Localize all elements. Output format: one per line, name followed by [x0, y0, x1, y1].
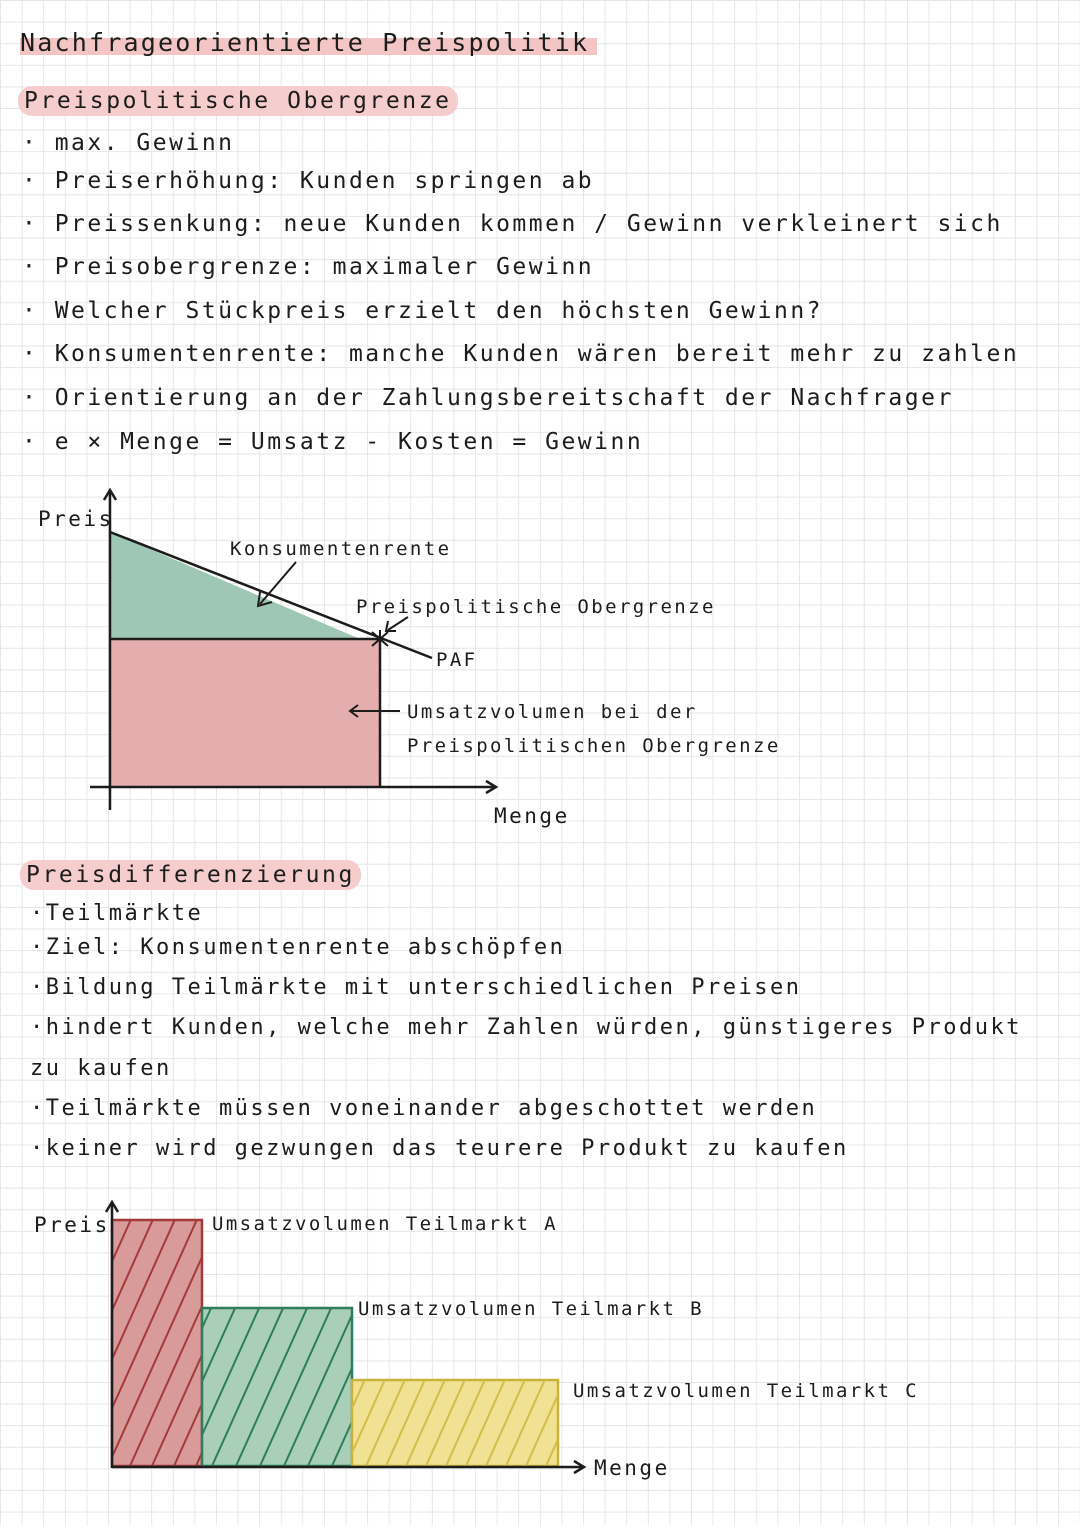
bullet-item: · Preisobergrenze: maximaler Gewinn [22, 254, 595, 280]
bullet-item: zu kaufen [30, 1056, 172, 1081]
bullet-item: ·hindert Kunden, welche mehr Zahlen würden, günstigeres Produkt [30, 1015, 1022, 1040]
teilmarkt-c-bar [352, 1380, 558, 1466]
hatch-stroke [0, 1220, 65, 1466]
bullet-item: ·Teilmärkte [30, 901, 204, 926]
umsatz-label-line1: Umsatzvolumen bei der [407, 701, 698, 723]
bullet-item: · Preissenkung: neue Kunden kommen / Gewinn verkleinert sich [22, 211, 1003, 237]
teilmarkt-c-label: Umsatzvolumen Teilmarkt C [573, 1380, 919, 1402]
hatch-stroke [0, 1220, 43, 1466]
bullet-item: ·Ziel: Konsumentenrente abschöpfen [30, 935, 566, 960]
teilmarkt-b-label: Umsatzvolumen Teilmarkt B [358, 1298, 704, 1320]
page-title: Nachfrageorientierte Preispolitik [20, 26, 597, 60]
bullet-item: ·Bildung Teilmärkte mit unterschiedlichen Preisen [30, 975, 802, 1000]
section-heading-preisdifferenzierung: Preisdifferenzierung [20, 860, 361, 890]
hatch-stroke [0, 1220, 21, 1466]
y-axis-label: Preis [34, 1213, 110, 1237]
bullet-item: ·Teilmärkte müssen voneinander abgeschottet werden [30, 1096, 818, 1121]
diagram-obergrenze [0, 480, 1080, 840]
bullet-item: · Orientierung an der Zahlungsbereitschaft der Nachfrager [22, 385, 954, 411]
bullet-item: · Konsumentenrente: manche Kunden wären bereit mehr zu zahlen [22, 341, 1020, 367]
konsumentenrente-label: Konsumentenrente [230, 538, 452, 560]
y-axis-label: Preis [38, 507, 114, 531]
paf-label: PAF [436, 649, 478, 671]
bullet-item: · e × Menge = Umsatz - Kosten = Gewinn [22, 429, 644, 455]
hatch-stroke [44, 1308, 115, 1466]
hatch-stroke [0, 1220, 109, 1466]
bullet-item: · Welcher Stückpreis erzielt den höchsten Gewinn? [22, 298, 824, 324]
obergrenze-label: Preispolitische Obergrenze [356, 596, 716, 618]
teilmarkt-a-label: Umsatzvolumen Teilmarkt A [212, 1213, 558, 1235]
bullet-item: ·keiner wird gezwungen das teurere Produkt zu kaufen [30, 1136, 849, 1161]
bullet-item: · max. Gewinn [22, 130, 235, 156]
umsatz-label-line2: Preispolitischen Obergrenze [407, 735, 781, 757]
hatch-stroke [0, 1220, 87, 1466]
bullet-item: · Preiserhöhung: Kunden springen ab [22, 168, 595, 194]
umsatz-area [110, 639, 380, 787]
x-axis-label: Menge [594, 1456, 670, 1480]
section-heading-obergrenze: Preispolitische Obergrenze [18, 86, 458, 116]
x-axis-label: Menge [494, 804, 570, 828]
